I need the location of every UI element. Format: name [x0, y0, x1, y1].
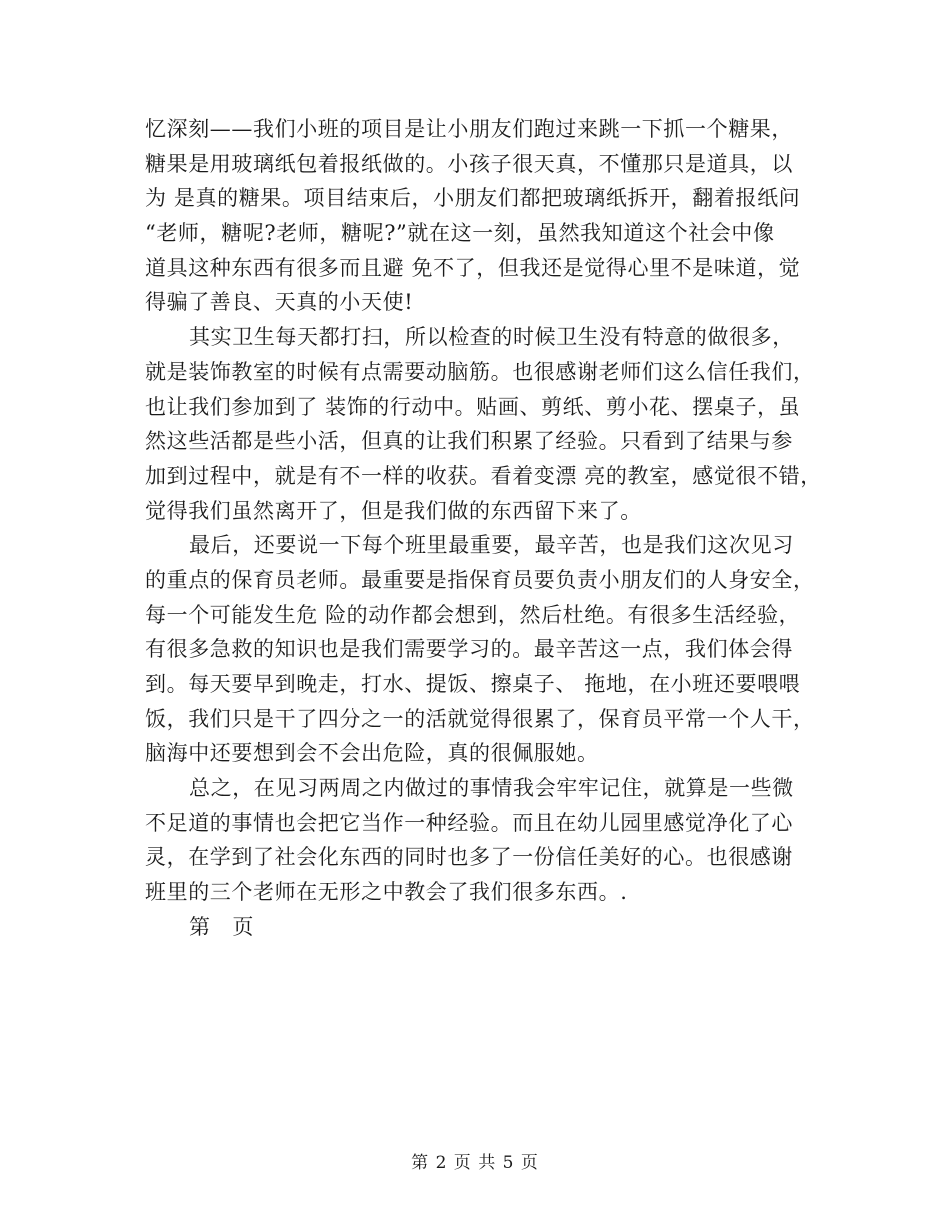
text-line: 为 是真的糖果。项目结束后，小朋友们都把玻璃纸拆开，翻着报纸问 — [145, 186, 801, 211]
text-line: 觉得我们虽然离开了，但是我们做的东西留下来了。 — [145, 498, 642, 523]
text-line: 其实卫生每天都打扫，所以检查的时候卫生没有特意的做很多， — [189, 325, 794, 350]
page-mark: 第 页 — [189, 914, 255, 939]
text-line: 班里的三个老师在无形之中教会了我们很多东西。. — [145, 880, 628, 905]
text-line: 最后，还要说一下每个班里最重要，最辛苦，也是我们这次见习 — [189, 533, 794, 558]
text-line: “老师，糖呢?老师，糖呢?”就在这一刻，虽然我知道这个社会中像 — [145, 221, 775, 246]
text-line: 脑海中还要想到会不会出危险，真的很佩服她。 — [145, 741, 599, 766]
text-line: 不足道的事情也会把它当作一种经验。而且在幼儿园里感觉净化了心 — [145, 810, 793, 835]
text-line: 灵，在学到了社会化东西的同时也多了一份信任美好的心。也很感谢 — [145, 845, 793, 870]
text-line: 道具这种东西有很多而且避 免不了，但我还是觉得心里不是味道，觉 — [145, 255, 801, 280]
text-line: 然这些活都是些小活，但真的让我们积累了经验。只看到了结果与参 — [145, 429, 793, 454]
text-line: 每一个可能发生危 险的动作都会想到，然后杜绝。有很多生活经验， — [145, 602, 801, 627]
document-body — [145, 112, 825, 945]
paragraph — [145, 528, 825, 771]
page-footer: 第 2 页 共 5 页 — [411, 1153, 539, 1173]
text-line: 也让我们参加到了 装饰的行动中。贴画、剪纸、剪小花、摆桌子，虽 — [145, 394, 801, 419]
text-line: 得骗了善良、天真的小天使! — [145, 290, 414, 315]
text-line: 加到过程中，就是有不一样的收获。看着变漂 亮的教室，感觉很不错， — [145, 463, 822, 488]
text-line: 的重点的保育员老师。最重要是指保育员要负责小朋友们的人身安全， — [145, 567, 815, 592]
paragraph — [145, 771, 825, 910]
text-line: 忆深刻——我们小班的项目是让小朋友们跑过来跳一下抓一个糖果， — [145, 117, 793, 141]
text-line: 就是装饰教室的时候有点需要动脑筋。也很感谢老师们这么信任我们， — [145, 359, 815, 384]
paragraph — [145, 320, 825, 528]
text-line: 到。每天要早到晚走，打水、提饭、擦桌子、 拖地，在小班还要喂喂 — [145, 672, 801, 696]
text-line: 有很多急救的知识也是我们需要学习的。最辛苦这一点，我们体会得 — [145, 637, 793, 662]
paragraph — [145, 112, 825, 320]
text-line: 糖果是用玻璃纸包着报纸做的。小孩子很天真，不懂那只是道具，以 — [145, 151, 793, 176]
text-line: 饭，我们只是干了四分之一的活就觉得很累了，保育员平常一个人干， — [145, 706, 815, 731]
text-line: 总之，在见习两周之内做过的事情我会牢牢记住，就算是一些微 — [189, 776, 794, 801]
